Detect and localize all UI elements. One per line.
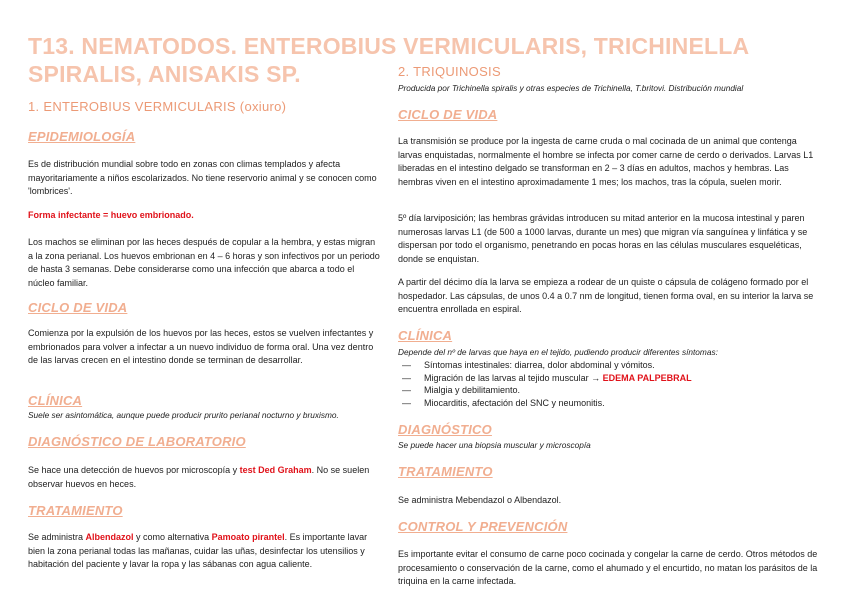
diagnostico-text-a: Se hace una detección de huevos por microscopía y	[28, 465, 240, 475]
forma-infectante: Forma infectante = huevo embrionado.	[28, 210, 194, 220]
clinica-enterobius-text: Suele ser asintomática, aunque puede producir prurito perianal nocturno y bruxismo.	[28, 410, 339, 420]
heading-tratamiento-enterobius: TRATAMIENTO	[28, 503, 123, 518]
edema-palpebral: EDEMA PALPEBRAL	[602, 372, 692, 383]
heading-ciclo-vida-enterobius: CICLO DE VIDA	[28, 300, 128, 315]
tratamiento-text-a: Se administra	[28, 532, 86, 542]
heading-ciclo-vida-triquinosis: CICLO DE VIDA	[398, 107, 498, 122]
tratamiento-text-c: . Es importante lavar bien la zona perianal todas las mañanas, cuidar las uñas, desinfectar los utensilios y habitación del paciente y lavar la ropa y las sábanas con agua caliente.	[28, 532, 368, 569]
ciclo-vida-p3: A partir del décimo día la larva se empieza a rodear de un quiste o cápsula de colágeno formado por el hospedador. Las cápsulas, de unos 0.4 a 0.7 nm de longitud, tienen forma oval, en su interior la larva se encuentra enrollada en espiral.	[398, 277, 814, 314]
heading-diagnostico-triquinosis: DIAGNÓSTICO	[398, 422, 492, 437]
ciclo-vida-p1: La transmisión se produce por la ingesta de carne cruda o mal cocinada de un animal que contenga larvas enquistadas, normalmente el hombre se infecta por comer carne de cerdo o derivados. Larvas L1 liberadas en el intestino delgado se transforman en 2 – 3 días en adultos, machos y hembras. Las hembras viven en el intestino aproximadamente 1 mes; los machos, tras la cópula, suelen morir.	[398, 136, 814, 187]
diagnostico-triquinosis-text: Se puede hacer una biopsia muscular y microscopía	[398, 440, 591, 450]
control-prevencion-text: Es importante evitar el consumo de carne poco cocinada y congelar la carne de cerdo. Otros métodos de procesamiento o conservación de la carne, como el ahumado y el encurtido, no matan los parásitos de la triquina en la carne infectada.	[398, 549, 818, 586]
heading-tratamiento-triquinosis: TRATAMIENTO	[398, 464, 493, 479]
list-item: — Migración de las larvas al tejido muscular → EDEMA PALPEBRAL	[398, 372, 818, 385]
epidemiologia-text-2: Los machos se eliminan por las heces después de copular a la hembra, y estas migran a la zona perianal. Los huevos embrionan en 4 – 6 horas y son infectivos por un periodo de hasta 3 semanas. Debe considerarse como una infección que abarca a todo el núcleo familiar.	[28, 237, 380, 288]
heading-control-prevencion: CONTROL Y PREVENCIÓN	[398, 519, 568, 534]
heading-clinica-enterobius: CLÍNICA	[28, 393, 83, 408]
section-heading-triquinosis: 2. TRIQUINOSIS	[398, 64, 501, 79]
clinica-intro: Depende del nº de larvas que haya en el tejido, pudiendo producir diferentes síntomas:	[398, 347, 718, 357]
page-title: T13. NEMATODOS. ENTEROBIUS VERMICULARIS, TRICHINELLA SPIRALIS, ANISAKIS SP.	[28, 33, 749, 87]
heading-diagnostico-laboratorio: DIAGNÓSTICO DE LABORATORIO	[28, 434, 246, 449]
list-item: — Síntomas intestinales: diarrea, dolor abdominal y vómitos.	[398, 359, 818, 372]
section-heading-enterobius: 1. ENTEROBIUS VERMICULARIS (oxiuro)	[28, 99, 287, 114]
diagnostico-laboratorio-text	[28, 464, 382, 491]
list-item: — Miocarditis, afectación del SNC y neumonitis.	[398, 397, 818, 410]
diagnostico-text-b: . No se suelen observar huevos en heces.	[28, 465, 370, 489]
test-graham: test Ded Graham	[239, 465, 312, 475]
symptom-list	[398, 359, 818, 409]
tratamiento-enterobius-text	[28, 531, 384, 572]
drug-albendazol: Albendazol	[85, 532, 134, 542]
tratamiento-text-b: y como alternativa	[133, 532, 212, 542]
list-item: — Mialgia y debilitamiento.	[398, 384, 818, 397]
ciclo-vida-p2: 5º día larviposición; las hembras grávidas introducen su mitad anterior en la mucosa intestinal y paren numerosas larvas L1 (de 500 a 1000 larvas, durante un mes) que migran vía sanguínea y linfática y se dispersan por todo el organismo, penetrando en pocas horas en las células musculares esqueléticas, donde se enquistan.	[398, 213, 808, 264]
heading-clinica-triquinosis: CLÍNICA	[398, 328, 453, 343]
tratamiento-triquinosis-text: Se administra Mebendazol o Albendazol.	[398, 495, 562, 505]
triquinosis-subtitle: Producida por Trichinella spiralis y otras especies de Trichinella, T.britovi. Distribución mundial	[398, 83, 744, 93]
heading-epidemiologia: EPIDEMIOLOGÍA	[28, 129, 136, 144]
drug-pamoato-pirantel: Pamoato pirantel	[211, 532, 285, 542]
epidemiologia-text: Es de distribución mundial sobre todo en zonas con climas templados y afecta mayoritariamente a niños escolarizados. No tiene reservorio animal y se conocen como 'lombrices'.	[28, 159, 377, 196]
ciclo-vida-enterobius-text: Comienza por la expulsión de los huevos por las heces, estos se vuelven infectantes y embrionados para volver a infectar a un nuevo individuo de forma oral. Una vez dentro de las larvas crecen en el intestino donde se terminan de desarrollar.	[28, 328, 374, 365]
